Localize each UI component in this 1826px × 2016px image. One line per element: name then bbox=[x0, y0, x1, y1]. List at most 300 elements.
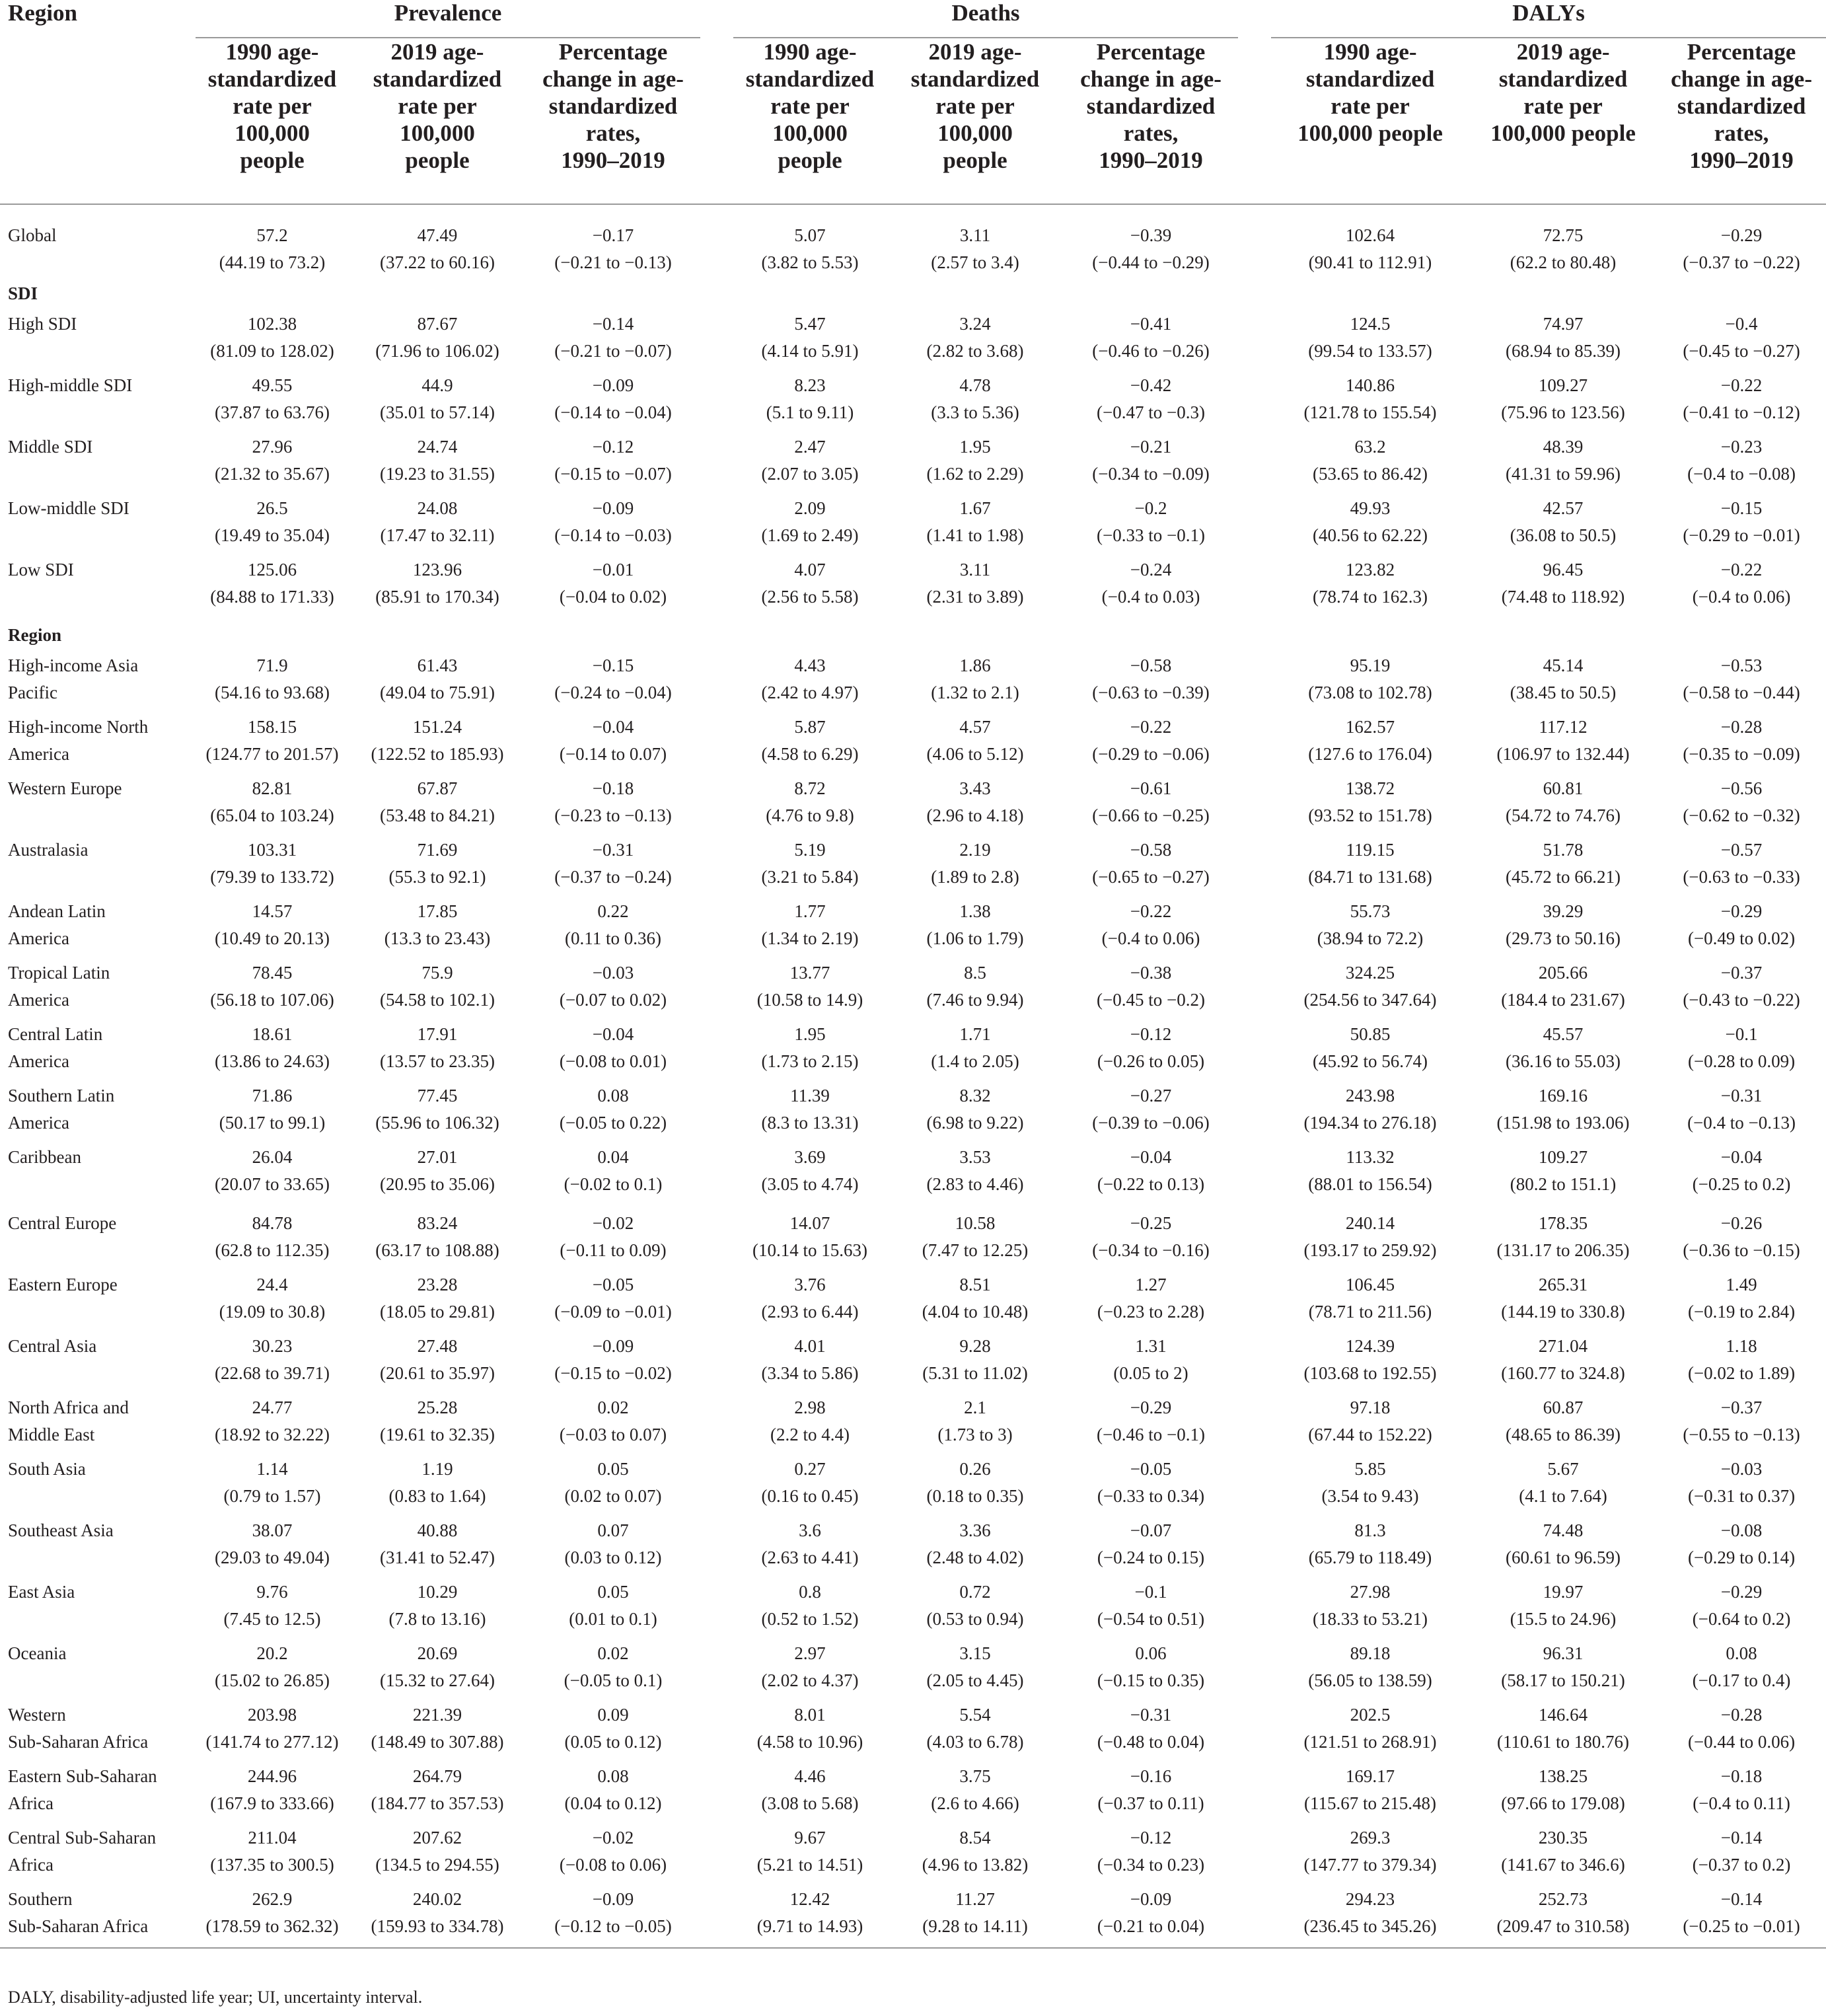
group-gap bbox=[1238, 1144, 1271, 1210]
cell-value: −0.04 bbox=[592, 717, 634, 737]
cell-value: 8.23 bbox=[794, 375, 826, 395]
cell-interval: (134.5 to 294.55) bbox=[375, 1855, 499, 1875]
data-cell bbox=[1657, 1456, 1826, 1517]
cell-interval: (75.96 to 123.56) bbox=[1501, 402, 1625, 422]
cell-interval: (−0.46 to −0.26) bbox=[1092, 341, 1210, 361]
data-cell bbox=[349, 204, 526, 276]
data-cell bbox=[733, 1271, 887, 1333]
data-cell bbox=[1657, 1763, 1826, 1824]
table-row bbox=[0, 898, 1826, 959]
cell-interval: (58.17 to 150.21) bbox=[1501, 1670, 1625, 1690]
data-cell bbox=[196, 959, 349, 1021]
cell-interval: (−0.26 to 0.05) bbox=[1097, 1051, 1205, 1071]
column-header-line: standardized bbox=[1498, 66, 1628, 92]
cell-interval: (2.6 to 4.66) bbox=[931, 1793, 1019, 1813]
data-cell bbox=[196, 372, 349, 433]
cell-interval: (−0.58 to −0.44) bbox=[1683, 683, 1800, 702]
cell-interval: (−0.12 to −0.05) bbox=[554, 1916, 672, 1936]
group-gap bbox=[700, 1579, 733, 1640]
group-gap bbox=[1238, 204, 1271, 276]
data-cell bbox=[887, 372, 1064, 433]
data-cell bbox=[733, 1701, 887, 1763]
cell-value: 20.2 bbox=[256, 1643, 288, 1663]
table-row bbox=[0, 556, 1826, 618]
group-gap bbox=[1238, 1579, 1271, 1640]
cell-value: −0.22 bbox=[1130, 717, 1172, 737]
cell-value: 0.02 bbox=[597, 1398, 629, 1417]
cell-value: 18.61 bbox=[252, 1024, 293, 1044]
row-name-line: Pacific bbox=[8, 683, 57, 702]
cell-value: 8.72 bbox=[794, 778, 826, 798]
data-cell bbox=[733, 204, 887, 276]
cell-interval: (−0.4 to −0.08) bbox=[1687, 464, 1796, 484]
cell-interval: (−0.47 to −0.3) bbox=[1097, 402, 1205, 422]
cell-value: 2.97 bbox=[794, 1643, 826, 1663]
group-gap bbox=[700, 0, 733, 38]
data-cell bbox=[526, 433, 700, 495]
cell-value: 0.05 bbox=[597, 1459, 629, 1479]
row-name-line: Oceania bbox=[8, 1643, 67, 1663]
data-cell bbox=[196, 1579, 349, 1640]
data-cell bbox=[733, 1763, 887, 1824]
data-cell bbox=[1271, 1824, 1469, 1886]
cell-value: −0.29 bbox=[1720, 901, 1763, 921]
table-footnote: DALY, disability-adjusted life year; UI, uncertainty interval. bbox=[8, 1988, 423, 2007]
data-cell bbox=[196, 204, 349, 276]
data-cell bbox=[196, 1517, 349, 1579]
data-cell bbox=[733, 959, 887, 1021]
cell-value: 61.43 bbox=[417, 655, 458, 675]
data-cell bbox=[1064, 1886, 1238, 1948]
group-gap bbox=[700, 959, 733, 1021]
row-name-cell bbox=[0, 1456, 196, 1517]
cell-interval: (4.58 to 6.29) bbox=[761, 744, 859, 764]
cell-value: 27.01 bbox=[417, 1147, 458, 1167]
data-cell bbox=[1271, 1021, 1469, 1082]
column-header-line: rate per bbox=[1523, 93, 1603, 119]
cell-interval: (141.67 to 346.6) bbox=[1501, 1855, 1625, 1875]
cell-interval: (4.96 to 13.82) bbox=[922, 1855, 1029, 1875]
table-row bbox=[0, 372, 1826, 433]
cell-value: 0.08 bbox=[1726, 1643, 1757, 1663]
cell-value: 2.1 bbox=[964, 1398, 986, 1417]
data-cell bbox=[196, 1640, 349, 1701]
cell-interval: (53.65 to 86.42) bbox=[1313, 464, 1428, 484]
cell-value: −0.12 bbox=[1130, 1024, 1172, 1044]
cell-interval: (2.42 to 4.97) bbox=[761, 683, 859, 702]
cell-interval: (−0.29 to −0.06) bbox=[1092, 744, 1210, 764]
data-cell bbox=[1271, 556, 1469, 618]
table-row bbox=[0, 1517, 1826, 1579]
cell-value: 5.54 bbox=[959, 1705, 991, 1725]
cell-value: −0.29 bbox=[1720, 1582, 1763, 1602]
cell-interval: (7.8 to 13.16) bbox=[388, 1609, 486, 1629]
cell-interval: (167.9 to 333.66) bbox=[210, 1793, 334, 1813]
data-cell bbox=[733, 1886, 887, 1948]
cell-value: 4.46 bbox=[794, 1766, 826, 1786]
data-cell bbox=[1271, 959, 1469, 1021]
column-header bbox=[349, 38, 526, 204]
cell-value: 0.04 bbox=[597, 1147, 629, 1167]
data-cell bbox=[1271, 714, 1469, 775]
row-name-line: Australasia bbox=[8, 840, 89, 860]
cell-interval: (−0.23 to 2.28) bbox=[1097, 1302, 1205, 1322]
data-cell bbox=[1064, 837, 1238, 898]
cell-interval: (−0.34 to 0.23) bbox=[1097, 1855, 1205, 1875]
table-row bbox=[0, 837, 1826, 898]
cell-interval: (19.23 to 31.55) bbox=[380, 464, 495, 484]
group-gap bbox=[1238, 1701, 1271, 1763]
cell-value: 57.2 bbox=[256, 225, 288, 245]
cell-value: 1.71 bbox=[959, 1024, 991, 1044]
column-header-line: people bbox=[240, 147, 305, 173]
cell-value: 1.14 bbox=[256, 1459, 288, 1479]
cell-interval: (0.01 to 0.1) bbox=[569, 1609, 657, 1629]
cell-interval: (−0.19 to 2.84) bbox=[1687, 1302, 1796, 1322]
data-cell bbox=[1064, 204, 1238, 276]
data-cell bbox=[1064, 1640, 1238, 1701]
data-cell bbox=[526, 1210, 700, 1271]
cell-value: 78.45 bbox=[252, 963, 293, 983]
data-cell bbox=[196, 1456, 349, 1517]
cell-value: 117.12 bbox=[1539, 717, 1588, 737]
cell-value: 96.31 bbox=[1543, 1643, 1584, 1663]
data-cell bbox=[349, 495, 526, 556]
cell-interval: (−0.34 to −0.09) bbox=[1092, 464, 1210, 484]
cell-value: 0.08 bbox=[597, 1086, 629, 1105]
column-header bbox=[526, 38, 700, 204]
column-header-line: 1990–2019 bbox=[1689, 147, 1794, 173]
cell-value: 230.35 bbox=[1538, 1828, 1588, 1848]
data-cell bbox=[1271, 311, 1469, 372]
cell-interval: (−0.45 to −0.2) bbox=[1097, 990, 1205, 1010]
cell-interval: (4.1 to 7.64) bbox=[1519, 1486, 1607, 1506]
data-cell bbox=[733, 1640, 887, 1701]
cell-value: 9.28 bbox=[959, 1336, 991, 1356]
table-row bbox=[0, 1021, 1826, 1082]
cell-value: 5.19 bbox=[794, 840, 826, 860]
column-header-line: rates, bbox=[1123, 120, 1179, 146]
data-cell bbox=[733, 837, 887, 898]
cell-value: 3.53 bbox=[959, 1147, 991, 1167]
cell-interval: (0.53 to 0.94) bbox=[926, 1609, 1024, 1629]
cell-value: 45.57 bbox=[1543, 1024, 1584, 1044]
cell-value: −0.2 bbox=[1134, 498, 1167, 518]
cell-value: 20.69 bbox=[417, 1643, 458, 1663]
cell-value: 24.4 bbox=[256, 1275, 288, 1294]
cell-value: 60.87 bbox=[1543, 1398, 1584, 1417]
column-header bbox=[1657, 38, 1826, 204]
data-cell bbox=[1657, 837, 1826, 898]
data-cell bbox=[1271, 1333, 1469, 1394]
cell-value: −0.14 bbox=[592, 314, 634, 334]
cell-interval: (−0.14 to −0.03) bbox=[554, 525, 672, 545]
data-cell bbox=[733, 372, 887, 433]
group-gap bbox=[700, 1144, 733, 1210]
data-cell bbox=[887, 1701, 1064, 1763]
cell-interval: (74.48 to 118.92) bbox=[1501, 587, 1625, 607]
data-cell bbox=[887, 652, 1064, 714]
data-cell bbox=[1657, 1640, 1826, 1701]
cell-value: 67.87 bbox=[417, 778, 458, 798]
cell-interval: (60.61 to 96.59) bbox=[1506, 1548, 1621, 1567]
data-cell bbox=[887, 1271, 1064, 1333]
group-gap bbox=[700, 1333, 733, 1394]
cell-value: 89.18 bbox=[1350, 1643, 1391, 1663]
cell-value: 3.24 bbox=[959, 314, 991, 334]
cell-interval: (−0.62 to −0.32) bbox=[1683, 805, 1800, 825]
cell-interval: (71.96 to 106.02) bbox=[375, 341, 499, 361]
column-header bbox=[1064, 38, 1238, 204]
data-cell bbox=[349, 1701, 526, 1763]
data-cell bbox=[526, 556, 700, 618]
cell-interval: (20.61 to 35.97) bbox=[380, 1363, 495, 1383]
cell-interval: (19.61 to 32.35) bbox=[380, 1425, 495, 1444]
column-header-line: people bbox=[943, 147, 1007, 173]
data-cell bbox=[1064, 1144, 1238, 1210]
data-cell bbox=[887, 433, 1064, 495]
data-cell bbox=[887, 775, 1064, 837]
cell-interval: (1.4 to 2.05) bbox=[931, 1051, 1019, 1071]
group-gap bbox=[700, 1021, 733, 1082]
cell-value: 203.98 bbox=[247, 1705, 297, 1725]
cell-interval: (−0.36 to −0.15) bbox=[1683, 1240, 1800, 1260]
data-cell bbox=[349, 1210, 526, 1271]
cell-value: 11.27 bbox=[955, 1889, 995, 1909]
cell-value: −0.31 bbox=[592, 840, 634, 860]
data-cell bbox=[1469, 1517, 1657, 1579]
data-cell bbox=[1064, 1271, 1238, 1333]
cell-value: −0.25 bbox=[1130, 1213, 1172, 1233]
data-cell bbox=[526, 372, 700, 433]
cell-value: 77.45 bbox=[417, 1086, 458, 1105]
table-row bbox=[0, 1701, 1826, 1763]
data-cell bbox=[526, 1144, 700, 1210]
cell-value: −0.02 bbox=[592, 1828, 634, 1848]
cell-value: 14.07 bbox=[789, 1213, 830, 1233]
table-row bbox=[0, 1763, 1826, 1824]
data-cell bbox=[526, 1021, 700, 1082]
cell-interval: (103.68 to 192.55) bbox=[1303, 1363, 1437, 1383]
row-name-cell bbox=[0, 1082, 196, 1144]
row-name-line: High-income Asia bbox=[8, 655, 139, 675]
data-cell bbox=[1271, 1271, 1469, 1333]
cell-interval: (151.98 to 193.06) bbox=[1496, 1113, 1630, 1133]
cell-interval: (0.04 to 0.12) bbox=[564, 1793, 662, 1813]
cell-value: 123.82 bbox=[1345, 560, 1395, 579]
data-cell bbox=[349, 1271, 526, 1333]
data-cell bbox=[887, 1394, 1064, 1456]
table-row bbox=[0, 204, 1826, 276]
data-cell bbox=[526, 959, 700, 1021]
cell-interval: (53.48 to 84.21) bbox=[380, 805, 495, 825]
row-name-cell bbox=[0, 1021, 196, 1082]
cell-value: 8.54 bbox=[959, 1828, 991, 1848]
cell-value: −0.09 bbox=[592, 1336, 634, 1356]
data-cell bbox=[733, 1082, 887, 1144]
group-gap bbox=[700, 1701, 733, 1763]
cell-value: 75.9 bbox=[421, 963, 453, 983]
data-cell bbox=[196, 433, 349, 495]
cell-interval: (15.5 to 24.96) bbox=[1510, 1609, 1617, 1629]
cell-value: 262.9 bbox=[252, 1889, 293, 1909]
group-gap bbox=[1238, 1763, 1271, 1824]
blank-header-cell bbox=[0, 38, 196, 204]
cell-interval: (3.08 to 5.68) bbox=[761, 1793, 859, 1813]
cell-value: 38.07 bbox=[252, 1520, 293, 1540]
cell-value: 14.57 bbox=[252, 901, 293, 921]
cell-interval: (1.73 to 3) bbox=[937, 1425, 1013, 1444]
data-cell bbox=[1657, 1210, 1826, 1271]
cell-value: −0.1 bbox=[1725, 1024, 1758, 1044]
column-header-line: 1990–2019 bbox=[561, 147, 665, 173]
cell-value: 4.57 bbox=[959, 717, 991, 737]
data-cell bbox=[1064, 1579, 1238, 1640]
cell-value: 264.79 bbox=[412, 1766, 462, 1786]
data-cell bbox=[1469, 1824, 1657, 1886]
cell-value: 26.04 bbox=[252, 1147, 293, 1167]
cell-interval: (62.2 to 80.48) bbox=[1510, 252, 1617, 272]
cell-interval: (10.58 to 14.9) bbox=[756, 990, 863, 1010]
row-name-cell bbox=[0, 1640, 196, 1701]
cell-interval: (63.17 to 108.88) bbox=[375, 1240, 499, 1260]
data-cell bbox=[887, 1144, 1064, 1210]
cell-value: 26.5 bbox=[256, 498, 288, 518]
column-header bbox=[1469, 38, 1657, 204]
cell-value: 3.15 bbox=[959, 1643, 991, 1663]
cell-interval: (81.09 to 128.02) bbox=[210, 341, 334, 361]
cell-value: 17.91 bbox=[417, 1024, 458, 1044]
cell-interval: (148.49 to 307.88) bbox=[371, 1732, 504, 1752]
row-name-line: America bbox=[8, 928, 69, 948]
data-cell bbox=[349, 1579, 526, 1640]
data-cell bbox=[349, 433, 526, 495]
column-header-line: 100,000 people bbox=[1297, 120, 1443, 146]
data-cell bbox=[1469, 372, 1657, 433]
cell-value: 30.23 bbox=[252, 1336, 293, 1356]
column-header-line: standardized bbox=[1677, 93, 1806, 119]
cell-value: −0.04 bbox=[1720, 1147, 1763, 1167]
cell-interval: (15.02 to 26.85) bbox=[215, 1670, 330, 1690]
cell-interval: (2.05 to 4.45) bbox=[926, 1670, 1024, 1690]
region-column-header: Region bbox=[8, 0, 77, 26]
cell-value: 324.25 bbox=[1345, 963, 1395, 983]
data-cell bbox=[887, 311, 1064, 372]
cell-interval: (160.77 to 324.8) bbox=[1501, 1363, 1625, 1383]
group-gap bbox=[700, 556, 733, 618]
data-cell bbox=[1657, 775, 1826, 837]
cell-interval: (38.94 to 72.2) bbox=[1317, 928, 1424, 948]
cell-interval: (−0.4 to 0.06) bbox=[1692, 587, 1791, 607]
data-cell bbox=[733, 1333, 887, 1394]
data-cell bbox=[1271, 1640, 1469, 1701]
data-cell bbox=[1657, 898, 1826, 959]
cell-interval: (17.47 to 32.11) bbox=[380, 525, 495, 545]
cell-interval: (−0.4 to 0.06) bbox=[1101, 928, 1200, 948]
cell-value: 3.76 bbox=[794, 1275, 826, 1294]
column-header bbox=[196, 38, 349, 204]
data-cell bbox=[1469, 556, 1657, 618]
cell-value: 3.36 bbox=[959, 1520, 991, 1540]
column-header-line: people bbox=[778, 147, 842, 173]
data-cell bbox=[1064, 311, 1238, 372]
cell-interval: (−0.37 to 0.11) bbox=[1097, 1793, 1204, 1813]
cell-value: 71.69 bbox=[417, 840, 458, 860]
cell-interval: (−0.02 to 1.89) bbox=[1687, 1363, 1796, 1383]
column-header-line: standardized bbox=[373, 66, 502, 92]
group-gap bbox=[700, 38, 733, 204]
cell-interval: (127.6 to 176.04) bbox=[1308, 744, 1432, 764]
row-name-line: North Africa and bbox=[8, 1398, 129, 1417]
data-cell bbox=[733, 1517, 887, 1579]
column-header-line: rate per bbox=[770, 93, 850, 119]
cell-value: 5.85 bbox=[1354, 1459, 1386, 1479]
cell-interval: (−0.07 to 0.02) bbox=[559, 990, 667, 1010]
cell-interval: (141.74 to 277.12) bbox=[205, 1732, 339, 1752]
cell-interval: (55.96 to 106.32) bbox=[375, 1113, 499, 1133]
data-cell bbox=[349, 311, 526, 372]
cell-interval: (85.91 to 170.34) bbox=[375, 587, 499, 607]
group-gap bbox=[1238, 1886, 1271, 1948]
data-cell bbox=[1469, 1886, 1657, 1948]
data-cell bbox=[349, 1824, 526, 1886]
data-cell bbox=[349, 837, 526, 898]
data-cell bbox=[196, 1394, 349, 1456]
cell-interval: (159.93 to 334.78) bbox=[371, 1916, 504, 1936]
cell-interval: (3.34 to 5.86) bbox=[761, 1363, 859, 1383]
cell-value: 2.98 bbox=[794, 1398, 826, 1417]
cell-interval: (50.17 to 99.1) bbox=[219, 1113, 326, 1133]
row-name-line: Southeast Asia bbox=[8, 1520, 114, 1540]
cell-interval: (44.19 to 73.2) bbox=[219, 252, 326, 272]
cell-interval: (0.79 to 1.57) bbox=[223, 1486, 321, 1506]
cell-interval: (121.51 to 268.91) bbox=[1303, 1732, 1437, 1752]
table-row bbox=[0, 1210, 1826, 1271]
group-gap bbox=[1238, 372, 1271, 433]
cell-interval: (−0.44 to −0.29) bbox=[1092, 252, 1210, 272]
data-cell bbox=[733, 1210, 887, 1271]
cell-interval: (−0.66 to −0.25) bbox=[1092, 805, 1210, 825]
row-name-cell bbox=[0, 1517, 196, 1579]
data-cell bbox=[1064, 652, 1238, 714]
column-header-line: 2019 age- bbox=[390, 39, 484, 65]
cell-value: 109.27 bbox=[1538, 375, 1588, 395]
cell-value: 207.62 bbox=[412, 1828, 462, 1848]
data-cell bbox=[1469, 1333, 1657, 1394]
cell-value: 3.6 bbox=[799, 1520, 821, 1540]
data-cell bbox=[887, 1456, 1064, 1517]
group-gap bbox=[700, 495, 733, 556]
data-cell bbox=[1064, 714, 1238, 775]
group-gap bbox=[1238, 556, 1271, 618]
data-cell bbox=[1469, 775, 1657, 837]
data-cell bbox=[1657, 495, 1826, 556]
data-cell bbox=[1271, 775, 1469, 837]
cell-value: 4.78 bbox=[959, 375, 991, 395]
data-cell bbox=[887, 1886, 1064, 1948]
cell-interval: (2.02 to 4.37) bbox=[761, 1670, 859, 1690]
cell-interval: (184.77 to 357.53) bbox=[371, 1793, 504, 1813]
data-cell bbox=[1271, 652, 1469, 714]
cell-value: 10.29 bbox=[417, 1582, 458, 1602]
cell-interval: (68.94 to 85.39) bbox=[1506, 341, 1621, 361]
cell-value: −0.04 bbox=[1130, 1147, 1172, 1167]
cell-value: 138.25 bbox=[1538, 1766, 1588, 1786]
cell-interval: (90.41 to 112.91) bbox=[1308, 252, 1432, 272]
row-name-line: Andean Latin bbox=[8, 901, 106, 921]
cell-interval: (147.77 to 379.34) bbox=[1303, 1855, 1437, 1875]
cell-value: −0.42 bbox=[1130, 375, 1172, 395]
